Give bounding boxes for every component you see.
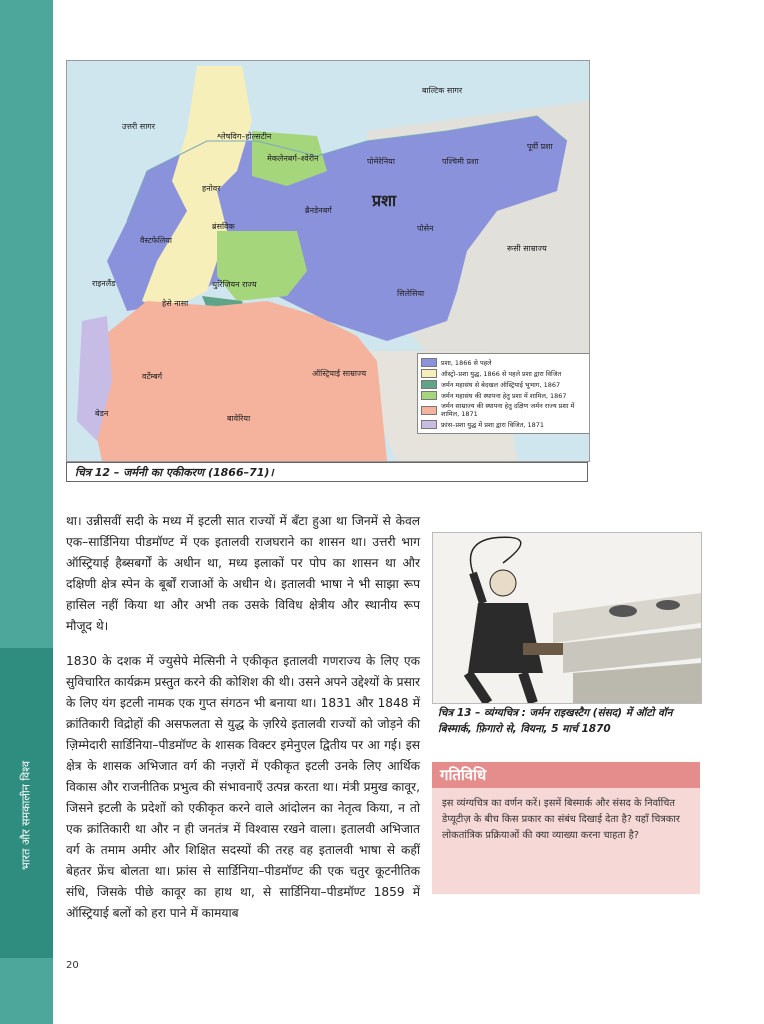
label-hanover: हनोवर xyxy=(202,184,221,193)
legend-item: जर्मन महासंघ से बेदखल ऑस्ट्रियाई भूभाग, 1867 xyxy=(421,380,589,389)
figure-13-caption: चित्र 13 – व्यंग्यचित्र : जर्मन राइखस्टैग (संसद) में ऑटो वॉन बिस्मार्क, फ़िगारो से, वियना, 5 मार्च 1870 xyxy=(438,707,673,735)
label-posen: पोसेन xyxy=(417,224,434,233)
label-sea-north: उत्तरी सागर xyxy=(122,122,156,131)
activity-text: इस व्यंग्यचित्र का वर्णन करें। इसमें बिस्मार्क और संसद के निर्वाचित डेप्यूटीज़ के बीच किस प्रकार का संबंध दिखाई देता है? यहाँ चित्रकार लोकतांत्रिक प्रक्रियाओं की क्या व्याख्या करना चाहता है? xyxy=(442,798,680,841)
legend-item: प्रशा, 1866 से पहले xyxy=(421,358,589,367)
book-title-vertical: भारत और समकालीन विश्व xyxy=(19,760,33,870)
legend-item: जर्मन साम्राज्य की स्थापना हेतु दक्षिण जर्मन राज्य प्रशा में शामिल, 1871 xyxy=(421,402,589,418)
label-schleswig: श्लेषविग–होल्सटीन xyxy=(217,132,272,141)
page-number: 20 xyxy=(66,960,79,971)
label-west-prussia: पश्चिमी प्रशा xyxy=(442,157,479,166)
label-wurttemberg: वर्टेम्बर्ग xyxy=(142,372,163,381)
germany-unification-map xyxy=(66,60,590,462)
label-rhineland: राइनलैंड xyxy=(92,279,116,288)
figure-12-caption: चित्र 12 – जर्मनी का एकीकरण (1866–71)। xyxy=(66,462,588,482)
paragraph-1: था। उन्नीसवीं सदी के मध्य में इटली सात राज्यों में बँटा हुआ था जिनमें से केवल एक–सार्डिनिया पीडमॉण्ट में एक इतालवी राजघराने का शासन था। उत्तरी भाग ऑस्ट्रियाई हैब्सबर्गों के अधीन था, मध्य इलाकों पर पोप का शासन था और दक्षिणी क्षेत्र स्पेन के बूर्बों राजाओं के अधीन थे। इतालवी भाषा ने भी साझा रूप हासिल नहीं किया था और अभी तक उसके विविध क्षेत्रीय और स्थानीय रूप मौजूद थे। xyxy=(66,514,420,633)
label-russia: रूसी साम्राज्य xyxy=(507,244,547,253)
label-hesse-nassau: हेसे नासा xyxy=(162,299,189,308)
label-bavaria: बावेरिया xyxy=(227,414,251,423)
label-sea-baltic: बाल्टिक सागर xyxy=(422,86,463,95)
legend-item: ऑस्ट्रो–प्रशा युद्ध, 1866 से पहले प्रशा द्वारा विजित xyxy=(421,369,589,378)
cartoon-drawing xyxy=(433,533,701,703)
label-thuringia: थुरिंजियन राज्य xyxy=(212,280,257,289)
label-brandenburg: ब्रैनडेनबर्ग xyxy=(305,206,332,215)
label-westphalia: वैस्टफेलिया xyxy=(140,236,172,245)
label-austria: ऑस्ट्रियाई साम्राज्य xyxy=(312,369,367,378)
legend-item: जर्मन महासंघ की स्थापना हेतु प्रशा में शामिल, 1867 xyxy=(421,391,589,400)
activity-box xyxy=(432,762,700,894)
legend-item: फ्रांस–प्रशा युद्ध में प्रशा द्वारा विजित, 1871 xyxy=(421,420,589,429)
label-baden: बेडन xyxy=(95,409,109,418)
label-east-prussia: पूर्वी प्रशा xyxy=(527,142,553,151)
label-brunswick: ब्रंसविक xyxy=(212,222,235,231)
label-silesia: सिलेसिया xyxy=(397,289,425,298)
activity-title: गतिविधि xyxy=(432,762,700,788)
label-mecklenburg: मेकलेनबर्ग–श्वेरीन xyxy=(267,154,319,163)
paragraph-2: 1830 के दशक में ज्युसेपे मेत्सिनी ने एकीकृत इतालवी गणराज्य के लिए एक सुविचारित कार्यक्रम प्रस्तुत करने की कोशिश की थी। उसने अपने उद्देश्यों के प्रसार के लिए यंग इटली नामक एक गुप्त संगठन भी बनाया था। 1831 और 1848 में क्रांतिकारी विद्रोहों की असफलता से युद्ध के ज़रिये इतालवी राज्यों को जोड़ने की ज़िम्मेदारी सार्डिनिया–पीडमॉण्ट के शासक विक्टर इमेनुएल द्वितीय पर आ गई। इस क्षेत्र के शासक अभिजात वर्ग की नज़रों में एकीकृत इटली उनके लिए आर्थिक विकास और राजनीतिक प्रभुत्व की संभावनाएँ उत्पन्न करता था। मंत्री प्रमुख कावूर, जिसने इटली के प्रदेशों को एकीकृत करने वाले आंदोलन का नेतृत्व किया, न तो एक क्रांतिकारी था और न ही जनतंत्र में विश्वास रखने वाला। इतालवी अभिजात वर्ग के तमाम अमीर और शिक्षित सदस्यों की तरह वह इतालवी भाषा से कहीं बेहतर फ्रेंच बोलता था। फ्रांस से सार्डिनिया–पीडमॉण्ट की एक चतुर कूटनीतिक संधि, जिसके पीछे कावूर का हाथ था, से सार्डिनिया–पीडमॉण्ट 1859 में ऑस्ट्रियाई बलों को हरा पाने में कामयाब xyxy=(66,654,420,920)
map-legend xyxy=(417,353,590,434)
label-prussia: प्रशा xyxy=(372,191,397,210)
bismarck-cartoon-image xyxy=(432,532,702,704)
label-pomerania: पोमेरेनिया xyxy=(367,157,395,166)
